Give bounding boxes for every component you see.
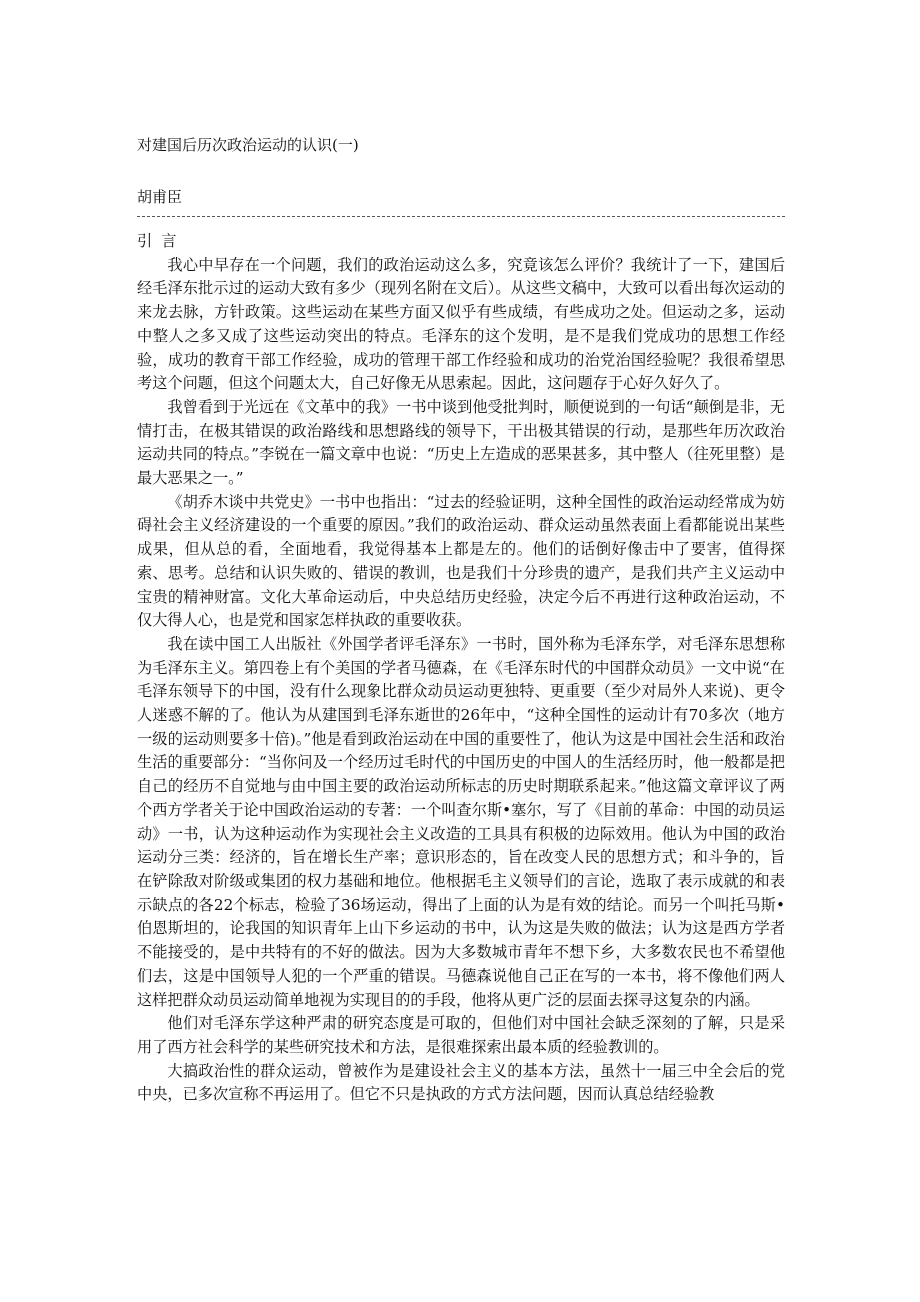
dashed-divider (137, 216, 785, 217)
paragraph-5: 他们对毛泽东学这种严肃的研究态度是可取的，但他们对中国社会缺乏深刻的了解，只是采用了西方社会科学的某些研究技术和方法，是很难探索出最本质的经验教训的。 (137, 1014, 785, 1056)
paragraph-2: 我曾看到于光远在《文革中的我》一书中谈到他受批判时，顺便说到的一句话“颠倒是非，无情打击，在极其错误的政治路线和思想路线的领导下，干出极其错误的行动，是那些年历次政治运动共同的特点。”李锐在一篇文章中也说：“历史上左造成的恶果甚多，其中整人（往死里整）是最大恶果之一。” (137, 397, 785, 488)
paragraph-4: 我在读中国工人出版社《外国学者评毛泽东》一书时，国外称为毛泽东学，对毛泽东思想称为毛泽东主义。第四卷上有个美国的学者马德森，在《毛泽东时代的中国群众动员》一文中说“在毛泽东领导下的中国，没有什么现象比群众动员运动更独特、更重要（至少对局外人来说)、更令人迷惑不解的了。他认为从建国到毛泽东逝世的26年中，“这种全国性的运动计有70多次（地方一级的运动则要多十倍)。”他是看到政治运动在中国的重要性了，他认为这是中国社会生活和政治生活的重要部分：“当你问及一个经历过毛时代的中国历史的中国人的生活经历时，他一般都是把自己的经历不自觉地与由中国主要的政治运动所标志的历史时期联系起来。”他这篇文章评议了两个西方学者关于论中国政治运动的专著：一个叫查尔斯•塞尔，写了《目前的革命：中国的动员运动》一书，认为这种运动作为实现社会主义改造的工具具有积极的边际效用。他认为中国的政治运动分三类：经济的，旨在增长生产率；意识形态的，旨在改变人民的思想方式；和斗争的，旨在铲除敌对阶级或集团的权力基础和地位。他根据毛主义领导们的言论，选取了表示成就的和表示缺点的各22个标志，检验了36场运动，得出了上面的认为是有效的结论。而另一个叫托马斯•伯恩斯坦的，论我国的知识青年上山下乡运动的书中，认为这是失败的做法；认为这是西方学者不能接受的，是中共特有的不好的做法。因为大多数城市青年不想下乡，大多数农民也不希望他们去，这是中国领导人犯的一个严重的错误。马德森说他自己正在写的一本书，将不像他们两人这样把群众动员运动简单地视为实现目的的手段，他将从更广泛的层面去探寻这复杂的内涵。 (137, 634, 785, 1009)
document-author: 胡甫臣 (137, 188, 183, 206)
paragraph-6: 大搞政治性的群众运动，曾被作为是建设社会主义的基本方法，虽然十一届三中全会后的党中央，已多次宣称不再运用了。但它不只是执政的方式方法问题，因而认真总结经验教 (137, 1061, 785, 1104)
paragraph-1: 我心中早存在一个问题，我们的政治运动这么多，究竟该怎么评价？我统计了一下，建国后经毛泽东批示过的运动大致有多少（现列名附在文后）。从这些文稿中，大致可以看出每次运动的来龙去脉，方针政策。这些运动在某些方面又似乎有些成绩，有些成功之处。但运动之多，运动中整人之多又成了这些运动突出的特点。毛泽东的这个发明，是不是我们党成功的思想工作经验，成功的教育干部工作经验，成功的管理干部工作经验和成功的治党治国经验呢？我很希望思考这个问题，但这个问题太大，自己好像无从思索起。因此，这问题存于心好久好久了。 (137, 255, 785, 393)
document-title: 对建国后历次政治运动的认识(一) (137, 136, 359, 154)
paragraph-3: 《胡乔木谈中共党史》一书中也指出：“过去的经验证明，这种全国性的政治运动经常成为妨碍社会主义经济建设的一个重要的原因。”我们的政治运动、群众运动虽然表面上看都能说出某些成果，但从总的看，全面地看，我觉得基本上都是左的。他们的话倒好像击中了要害，值得探索、思考。总结和认识失败的、错误的教训，也是我们十分珍贵的遗产，是我们共产主义运动中宝贵的精神财富。文化大革命运动后，中央总结历史经验，决定今后不再进行这种政治运动，不仅大得人心，也是党和国家怎样执政的重要收获。 (137, 492, 785, 630)
document-body (137, 230, 785, 1107)
section-heading: 引言 (137, 232, 186, 250)
